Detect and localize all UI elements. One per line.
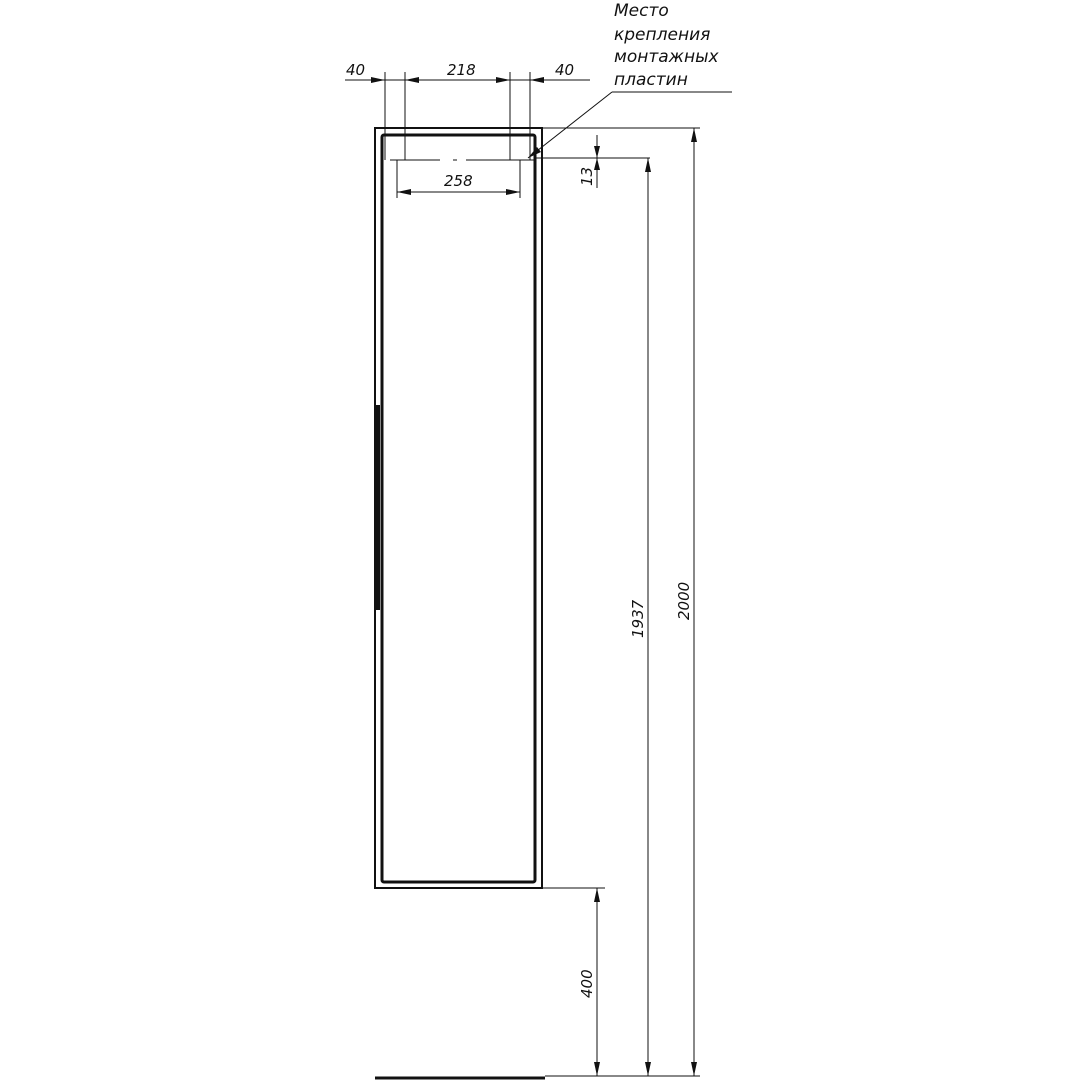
cabinet-door-outline bbox=[382, 135, 535, 882]
dim-top-offset: 13 bbox=[578, 166, 596, 186]
note-line-4: пластин bbox=[614, 70, 688, 90]
dim-inner-width: 258 bbox=[444, 172, 473, 190]
dim-inner-height: 1937 bbox=[629, 599, 647, 638]
annotation-note bbox=[614, 1, 720, 90]
cabinet-body bbox=[375, 128, 542, 888]
note-line-3: монтажных bbox=[614, 47, 719, 67]
floor-clearance-dimension bbox=[542, 888, 605, 1076]
note-line-2: крепления bbox=[614, 25, 711, 45]
inner-width-dimension bbox=[397, 160, 520, 198]
dim-top-left: 40 bbox=[346, 61, 366, 79]
mounting-plates-line bbox=[390, 158, 650, 160]
cabinet-outer-outline bbox=[375, 128, 542, 888]
dim-top-middle: 218 bbox=[447, 61, 476, 79]
total-height-dimension bbox=[675, 128, 697, 1076]
inner-height-dimension bbox=[629, 158, 651, 1076]
dim-top-right: 40 bbox=[555, 61, 575, 79]
dim-floor-clearance: 400 bbox=[578, 969, 596, 998]
annotation-leader bbox=[528, 92, 732, 158]
dim-total-height: 2000 bbox=[675, 581, 693, 620]
floor-line bbox=[375, 1076, 700, 1078]
note-line-1: Место bbox=[614, 1, 669, 21]
